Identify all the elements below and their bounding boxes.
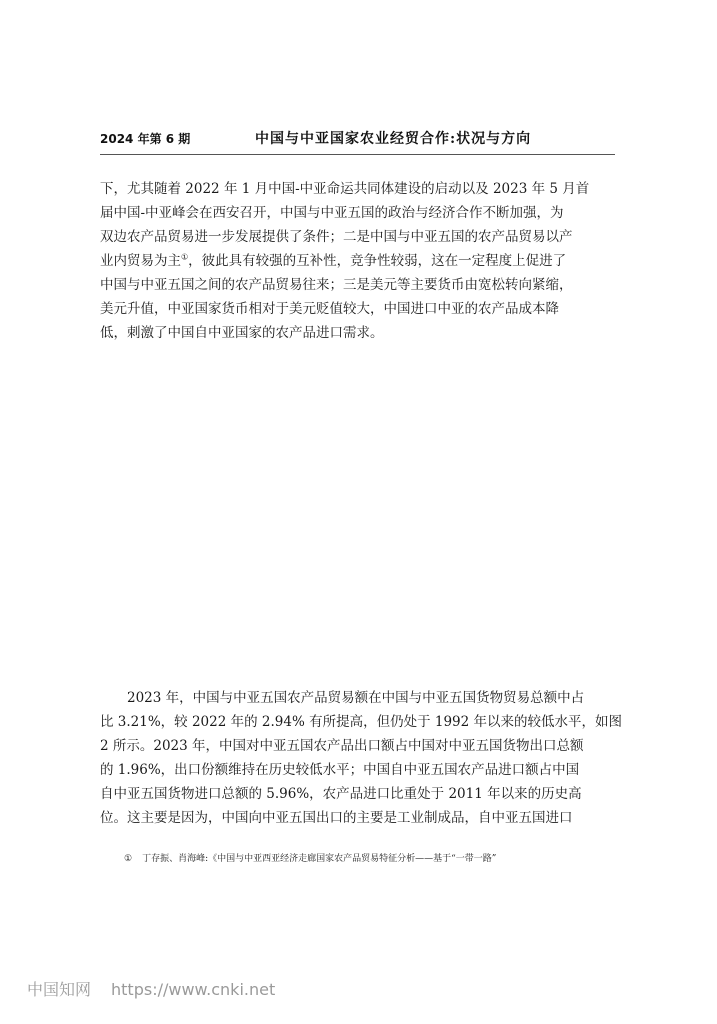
text-line: 2023 年，中国与中亚五国农产品贸易额在中国与中亚五国货物贸易总额中占 <box>127 690 585 706</box>
paragraph-2 <box>100 686 623 830</box>
text-line: 美元升值，中亚国家货币相对于美元贬值较大，中国进口中亚的农产品成本降 <box>100 301 559 317</box>
footnote-mark: ① <box>124 854 133 864</box>
cnki-watermark <box>27 977 275 1000</box>
text-line: 比 3.21%，较 2022 年的 2.94% 有所提高，但仍处于 1992 年以来的较低水平，如图 <box>100 714 623 730</box>
running-header <box>100 124 615 155</box>
text-fragment: ，彼此具有较强的互补性，竞争性较弱，这在一定程度上促进了 <box>188 253 567 269</box>
footnote-reference[interactable]: ① <box>181 252 189 262</box>
footnote <box>124 851 614 864</box>
watermark-url[interactable]: https://www.cnki.net <box>111 980 276 999</box>
text-line: 双边农产品贸易进一步发展提供了条件；二是中国与中亚五国的农产品贸易以产 <box>100 229 573 245</box>
footnote-text: 丁存振、肖海峰:《中国与中亚西亚经济走廊国家农产品贸易特征分析——基于“一带一路” <box>142 854 497 864</box>
text-line: 位。这主要是因为，中国向中亚五国出口的主要是工业制成品，自中亚五国进口 <box>100 810 573 826</box>
running-title: 中国与中亚国家农业经贸合作:状况与方向 <box>255 131 532 147</box>
watermark-brand: 中国知网 <box>27 980 92 999</box>
text-line: 低，刺激了中国自中亚国家的农产品进口需求。 <box>100 325 384 341</box>
text-line: 下，尤其随着 2022 年 1 月中国-中亚命运共同体建设的启动以及 2023 年 5 月首 <box>100 181 590 197</box>
text-line: 自中亚五国货物进口总额的 5.96%，农产品进口比重处于 2011 年以来的历史高 <box>100 786 582 802</box>
journal-issue: 2024 年第 6 期 <box>100 132 191 146</box>
text-line: 届中国-中亚峰会在西安召开，中国与中亚五国的政治与经济合作不断加强，为 <box>100 205 564 221</box>
text-line: 中国与中亚五国之间的农产品贸易往来；三是美元等主要货币由宽松转向紧缩， <box>100 277 573 293</box>
text-line: 的 1.96%，出口份额维持在历史较低水平；中国自中亚五国农产品进口额占中国 <box>100 762 580 778</box>
paragraph-1 <box>100 177 615 345</box>
text-fragment: 业内贸易为主 <box>100 253 181 269</box>
text-line: 2 所示。2023 年，中国对中亚五国农产品出口额占中国对中亚五国货物出口总额 <box>100 738 584 754</box>
text-line-with-note <box>100 249 615 273</box>
